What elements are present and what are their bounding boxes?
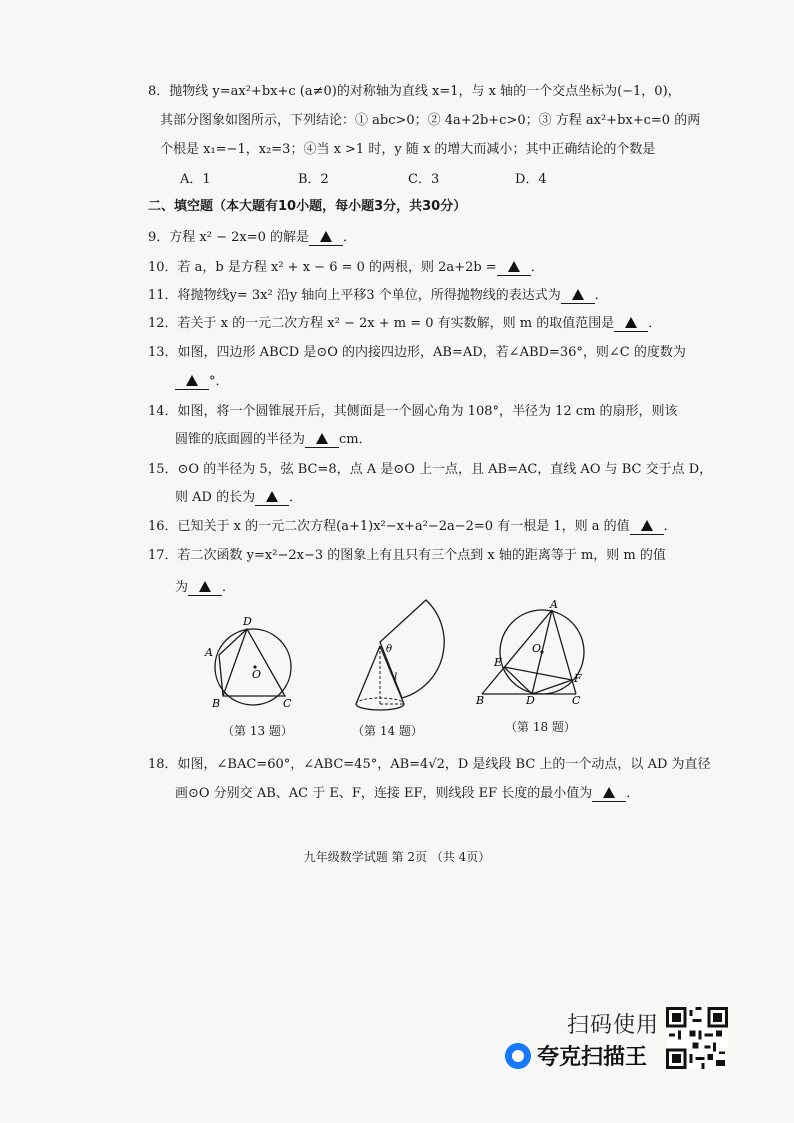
section-heading: 二、填空题（本大题有10小题，每小题3分，共30分）: [148, 199, 467, 214]
triangle-icon: [625, 317, 637, 328]
fig13-label-a: A: [205, 646, 213, 659]
scan-to-use-text: 扫码使用: [567, 1013, 660, 1038]
fig18-label-e: E: [494, 656, 503, 669]
q18-end: ．: [626, 786, 640, 801]
q8-line1: 8．抛物线 y=ax²+bx+c (a≠0)的对称轴为直线 x=1，与 x 轴的一个交点坐标为(−1，0)，: [148, 84, 681, 99]
page-footer: 九年级数学试题 第 2页 （共 4页）: [303, 850, 491, 864]
q8-option-a: A．1: [180, 172, 211, 187]
q11: [148, 284, 608, 304]
q13-line1: 13．如图，四边形 ABCD 是⊙O 的内接四边形，AB=AD，若∠ABD=36°，则∠C 的度数为: [148, 345, 686, 360]
brand-name: 夸克扫描王: [537, 1045, 648, 1070]
q15-end: ．: [289, 490, 303, 505]
fig18-label-o: O: [532, 642, 542, 655]
answer-blank: [592, 786, 626, 802]
q14-text2: 圆锥的底面圆的半径为: [175, 432, 306, 447]
fig18-label-c: C: [572, 694, 581, 707]
fig18-label-d: D: [526, 694, 535, 707]
q17-text2: 为: [175, 580, 189, 595]
fig18-label-f: F: [574, 672, 582, 685]
q10-text: 10．若 a，b 是方程 x² + x − 6 = 0 的两根，则 2a+2b =: [148, 260, 497, 275]
fig13-label-b: B: [212, 697, 221, 710]
triangle-icon: [266, 491, 278, 502]
q18-line1: 18．如图，∠BAC=60°，∠ABC=45°，AB=4√2，D 是线段 BC 上的一个动点，以 AD 为直径: [148, 757, 711, 772]
q15-text2: 则 AD 的长为: [175, 490, 256, 505]
q17-line2: [175, 576, 235, 596]
qr-code-icon[interactable]: [666, 1007, 728, 1069]
triangle-icon: [603, 787, 615, 798]
answer-blank: [175, 374, 209, 390]
q11-end: ．: [594, 288, 608, 303]
answer-blank: [309, 230, 343, 246]
fig18-label-a: A: [550, 598, 558, 611]
q12-end: ．: [648, 316, 662, 331]
q10: [148, 256, 544, 276]
q18-line2: [175, 782, 639, 802]
q8-option-d: D．4: [515, 172, 547, 187]
answer-blank: [255, 490, 289, 506]
triangle-icon: [641, 520, 653, 531]
triangle-icon: [320, 231, 332, 242]
fig14-caption: （第 14 题）: [352, 724, 423, 738]
fig14-label-l: l: [394, 672, 398, 683]
brand-logo-icon: [505, 1043, 531, 1069]
q12: [148, 312, 661, 332]
answer-blank: [614, 316, 648, 332]
q15-line1: 15．⊙O 的半径为 5，弦 BC=8，点 A 是⊙O 上一点，且 AB=AC，直线 AO 与 BC 交于点 D，: [148, 462, 713, 477]
q13-end: °．: [209, 374, 229, 389]
figure-13: [195, 612, 315, 712]
triangle-icon: [186, 375, 198, 386]
q17-end: ．: [222, 580, 236, 595]
fig13-label-o: O: [252, 668, 262, 681]
fig13-label-c: C: [283, 697, 292, 710]
q9-end: ．: [343, 230, 357, 245]
q16-text: 16．已知关于 x 的一元二次方程(a+1)x²−x+a²−2a−2=0 有一根是 1，则 a 的值: [148, 519, 630, 534]
q11-text: 11．将抛物线y= 3x² 沿y 轴向上平移3 个单位，所得抛物线的表达式为: [148, 288, 561, 303]
q8-line3: 个根是 x₁=−1，x₂=3；④当 x >1 时，y 随 x 的增大而减小；其中正确结论的个数是: [160, 142, 656, 157]
figure-14: [340, 596, 470, 720]
q15-line2: [175, 486, 302, 506]
q14-line2: [175, 428, 372, 448]
answer-blank: [497, 260, 531, 276]
q17-line1: 17．若二次函数 y=x²−2x−3 的图象上有且只有三个点到 x 轴的距离等于 m，则 m 的值: [148, 548, 666, 563]
fig13-caption: （第 13 题）: [222, 724, 293, 738]
figure-18: [470, 598, 610, 708]
fig14-label-theta: θ: [386, 644, 393, 655]
q18-text2: 画⊙O 分别交 AB、AC 于 E、F，连接 EF，则线段 EF 长度的最小值为: [175, 786, 593, 801]
q14-end: cm．: [339, 432, 372, 447]
triangle-icon: [572, 289, 584, 300]
fig18-caption: （第 18 题）: [505, 720, 576, 734]
answer-blank: [188, 580, 222, 596]
triangle-icon: [199, 581, 211, 592]
brand: [505, 1040, 647, 1071]
answer-blank: [305, 432, 339, 448]
triangle-icon: [316, 433, 328, 444]
q8-line2: 其部分图象如图所示，下列结论：① abc>0；② 4a+2b+c>0；③ 方程 ax²+bx+c=0 的两: [160, 113, 701, 128]
q10-end: ．: [530, 260, 544, 275]
q12-text: 12．若关于 x 的一元二次方程 x² − 2x + m = 0 有实数解，则 m 的取值范围是: [148, 316, 615, 331]
q16-end: ．: [663, 519, 677, 534]
q8-option-b: B．2: [298, 172, 329, 187]
q13-line2: [175, 370, 229, 390]
q9: [148, 226, 356, 246]
q14-line1: 14．如图，将一个圆锥展开后，其侧面是一个圆心角为 108°，半径为 12 cm 的扇形，则该: [148, 404, 678, 419]
fig13-label-d: D: [243, 615, 252, 628]
q9-text: 9．方程 x² − 2x=0 的解是: [148, 230, 310, 245]
answer-blank: [561, 288, 595, 304]
q8-option-c: C．3: [408, 172, 440, 187]
triangle-icon: [508, 261, 520, 272]
fig18-label-b: B: [476, 694, 485, 707]
answer-blank: [630, 519, 664, 535]
q16: [148, 515, 677, 535]
